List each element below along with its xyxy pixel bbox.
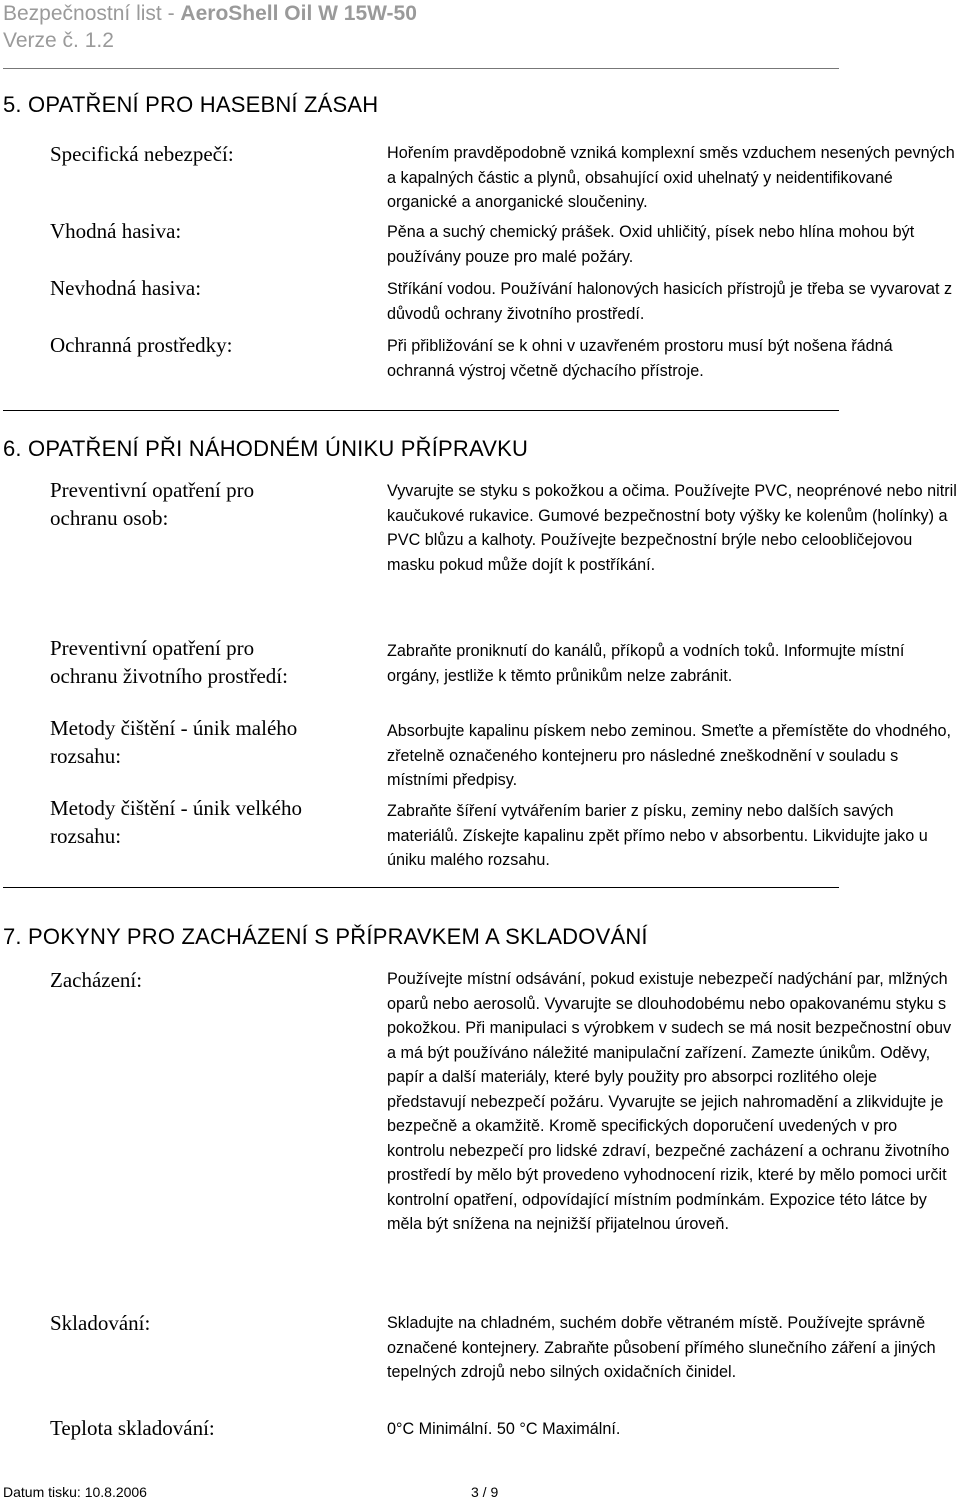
section-6-title: 6. OPATŘENÍ PŘI NÁHODNÉM ÚNIKU PŘÍPRAVKU bbox=[3, 436, 529, 461]
document-header bbox=[3, 0, 417, 54]
s6-text-cleanup-small: Absorbujte kapalinu pískem nebo zeminou. Smeťte a přemístěte do vhodného, zřetelně označeného kontejneru pro následné zneškodnění v souladu s místními předpisy. bbox=[387, 722, 951, 789]
s5-label-suitable-media: Vhodná hasiva: bbox=[50, 219, 182, 243]
s6-label-personal-line1: Preventivní opatření pro bbox=[50, 478, 255, 502]
header-divider bbox=[3, 68, 839, 69]
s7-label-handling: Zacházení: bbox=[50, 968, 143, 992]
document-title bbox=[3, 0, 417, 28]
s6-label-small-line1: Metody čištění - únik malého bbox=[50, 716, 298, 740]
s6-label-large-line2: rozsahu: bbox=[50, 824, 122, 848]
s6-label-cleanup-large bbox=[50, 794, 302, 850]
s5-label-unsuitable-media: Nevhodná hasiva: bbox=[50, 276, 202, 300]
s6-label-env-line1: Preventivní opatření pro bbox=[50, 636, 255, 660]
s5-text-protective-equipment: Při přibližování se k ohni v uzavřeném prostoru musí být nošena řádná ochranná výstroj včetně dýchacího přístroje. bbox=[387, 337, 893, 380]
s6-label-personal-precautions bbox=[50, 476, 254, 532]
s6-text-environmental-precautions: Zabraňte proniknutí do kanálů, příkopů a vodních toků. Informujte místní orgány, jestliže k těmto průnikům nelze zabránit. bbox=[387, 642, 905, 685]
section-6-divider bbox=[3, 887, 839, 888]
s7-text-handling: Používejte místní odsávání, pokud existuje nebezpečí nadýchání par, mlžných oparů nebo aerosolů. Vyvarujte se dlouhodobému nebo opakovanému styku s pokožkou. Při manipulaci s výrobkem v sudech se má nosit bezpečnostní obuv a má být používáno náležité manipulační zařízení. Zamezte únikům. Oděvy, papír a další materiály, které byly použity pro absorpci rozlitého oleje představují nebezpečí požáru. Vyvarujte se jejich nahromadění a zlikvidujte je bezpečně a okamžitě. Kromě specifických doporučení uvedených v pro kontrolu nebezpečí pro lidské zdraví, bezpečné zacházení a ochranu životního prostředí by mělo být provedeno vyhodnocení rizik, které by mělo pomoci určit kontrolní opatření, odpovídající místním podmínkám. Expozice této látce by měla být snížena na nejnižší přijatelnou úroveň. bbox=[387, 970, 952, 1233]
s5-text-unsuitable-media: Stříkání vodou. Používání halonových hasicích přístrojů je třeba se vyvarovat z důvodů ochrany životního prostředí. bbox=[387, 280, 953, 323]
section-7-title: 7. POKYNY PRO ZACHÁZENÍ S PŘÍPRAVKEM A SKLADOVÁNÍ bbox=[3, 924, 648, 949]
s7-text-storage-temperature: 0°C Minimální. 50 °C Maximální. bbox=[387, 1420, 621, 1438]
s7-text-storage: Skladujte na chladném, suchém dobře větraném místě. Používejte správně označené kontejnery. Zabraňte působení přímého slunečního záření a jiných tepelných zdrojů nebo silných oxidačních činidel. bbox=[387, 1314, 936, 1381]
title-prefix: Bezpečnostní list - bbox=[3, 2, 181, 25]
s5-label-protective-equipment: Ochranná prostředky: bbox=[50, 333, 233, 357]
s6-label-cleanup-small bbox=[50, 714, 297, 770]
s6-text-cleanup-large: Zabraňte šíření vytvářením barier z písku, zeminy nebo dalších savých materiálů. Získejte kapalinu zpět přímo nebo v absorbentu. Likvidujte jako u úniku malého rozsahu. bbox=[387, 802, 928, 869]
s6-label-environmental-precautions bbox=[50, 634, 288, 690]
page-number: 3 / 9 bbox=[471, 1484, 499, 1500]
s5-label-specific-hazards: Specifická nebezpečí: bbox=[50, 142, 234, 166]
s7-label-storage: Skladování: bbox=[50, 1311, 151, 1335]
s7-label-storage-temperature: Teplota skladování: bbox=[50, 1416, 215, 1440]
s6-label-large-line1: Metody čištění - únik velkého bbox=[50, 796, 302, 820]
product-name: AeroShell Oil W 15W-50 bbox=[180, 2, 417, 25]
print-date: Datum tisku: 10.8.2006 bbox=[3, 1484, 147, 1500]
s6-label-personal-line2: ochranu osob: bbox=[50, 506, 169, 530]
s5-text-specific-hazards: Hořením pravděpodobně vzniká komplexní směs vzduchem nesených pevných a kapalných částic a plynů, obsahující oxid uhelnatý y neidentifikované organické a anorganické sloučeniny. bbox=[387, 144, 955, 211]
section-5-divider bbox=[3, 410, 839, 411]
s5-text-suitable-media: Pěna a suchý chemický prášek. Oxid uhličitý, písek nebo hlína mohou být používány pouze pro malé požáry. bbox=[387, 223, 915, 266]
version-label: Verze č. 1.2 bbox=[3, 29, 114, 52]
section-5-title: 5. OPATŘENÍ PRO HASEBNÍ ZÁSAH bbox=[3, 92, 379, 117]
s6-label-env-line2: ochranu životního prostředí: bbox=[50, 664, 288, 688]
s6-label-small-line2: rozsahu: bbox=[50, 744, 122, 768]
s6-text-personal-precautions: Vyvarujte se styku s pokožkou a očima. Používejte PVC, neoprénové nebo nitril kaučukové rukavice. Gumové bezpečnostní boty výšky ke kolenům (holínky) a PVC blůzu a kalhoty. Používejte bezpečnostní brýle nebo celoobličejovou masku pokud může dojít k postříkání. bbox=[387, 482, 957, 574]
